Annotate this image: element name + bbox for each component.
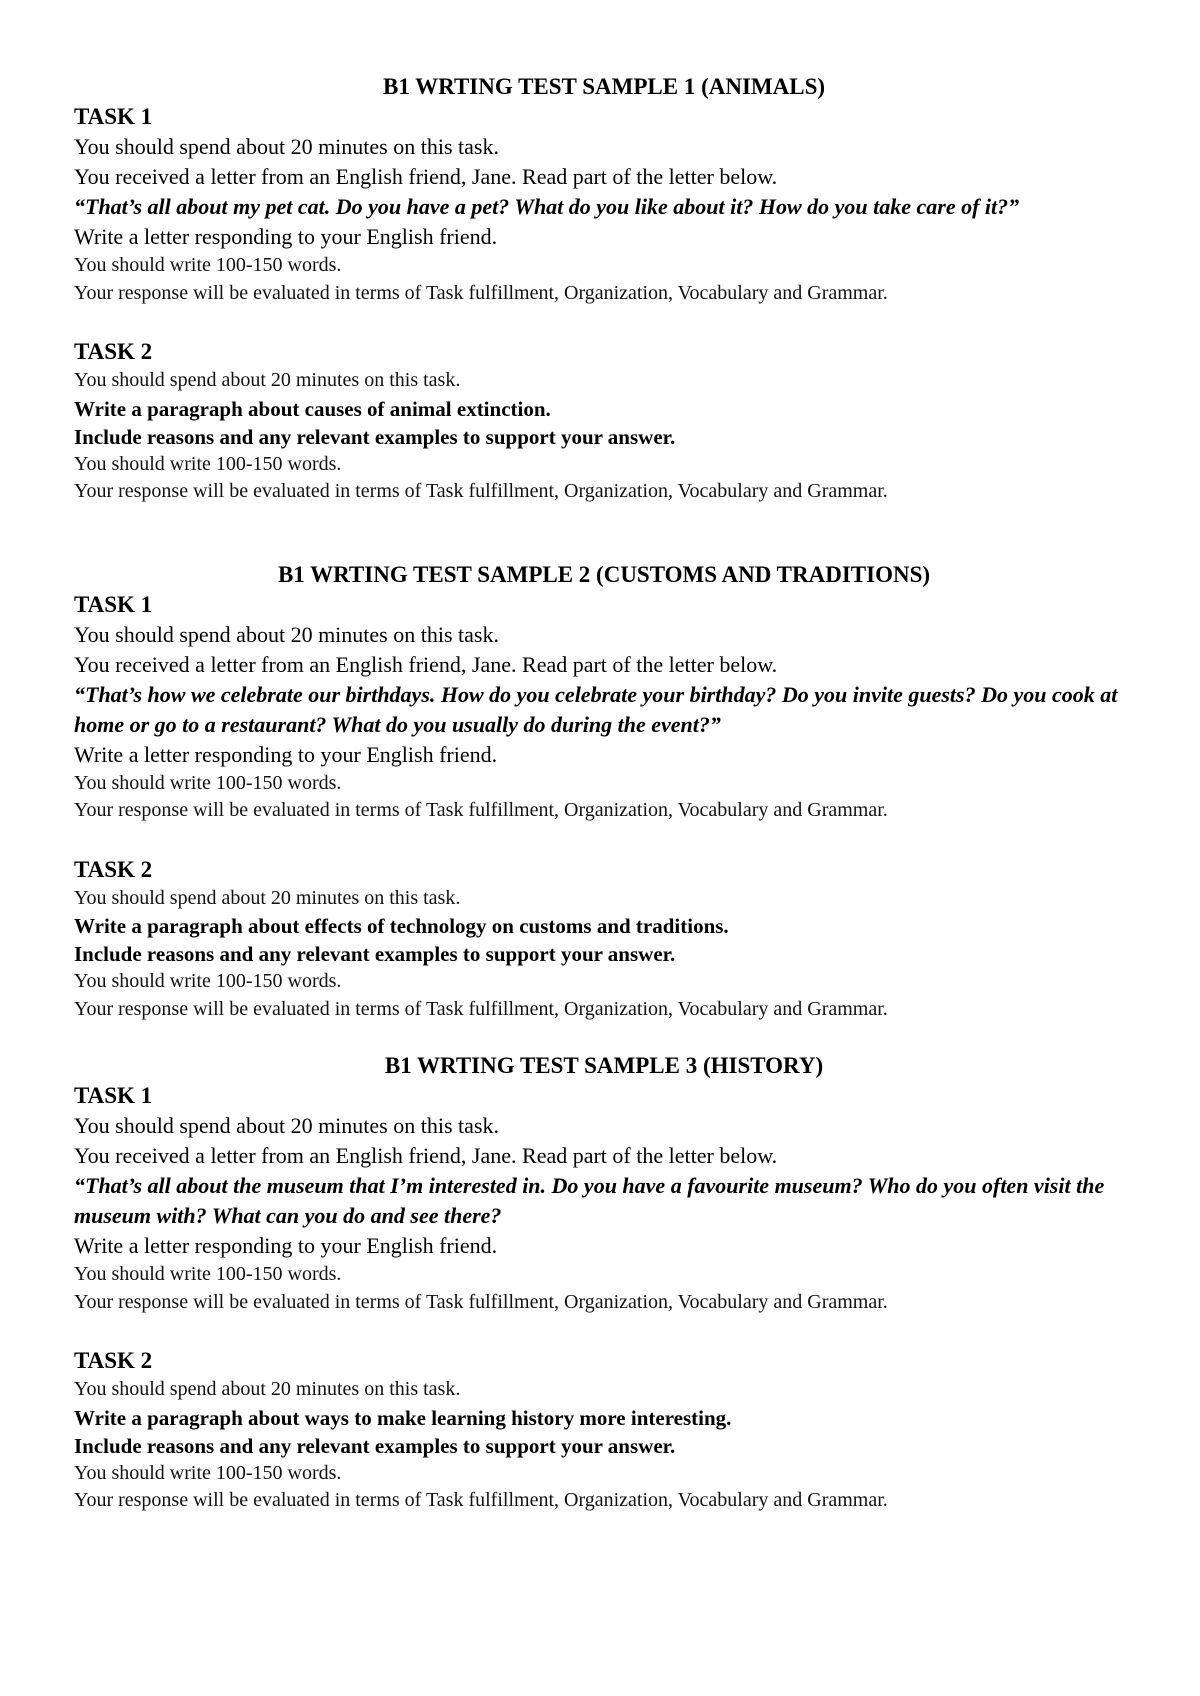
task-1-heading: TASK 1 [74, 104, 153, 129]
evaluation-note: Your response will be evaluated in terms of Task fulfillment, Organization, Vocabulary and Grammar. [74, 799, 888, 821]
task-instruction: Write a letter responding to your English friend. [74, 1233, 498, 1258]
evaluation-note: Your response will be evaluated in terms of Task fulfillment, Organization, Vocabulary and Grammar. [74, 1290, 888, 1313]
task-1-heading: TASK 1 [74, 591, 153, 617]
task-2-heading: TASK 2 [74, 339, 153, 364]
letter-quote: “That’s all about my pet cat. Do you have a pet? What do you like about it? How do you take care of it?” [74, 194, 1020, 219]
task-prompt: Write a paragraph about ways to make learning history more interesting. [74, 1405, 732, 1430]
sample-3 [74, 1051, 1134, 1515]
task-time-note: You should spend about 20 minutes on this task. [74, 1378, 461, 1400]
task-time-note: You should spend about 20 minutes on this task. [74, 621, 499, 647]
word-count-note: You should write 100-150 words. [74, 771, 342, 794]
task-time-note: You should spend about 20 minutes on this task. [74, 369, 461, 391]
sample-title: B1 WRTING TEST SAMPLE 3 (HISTORY) [384, 1053, 824, 1078]
evaluation-note: Your response will be evaluated in terms of Task fulfillment, Organization, Vocabulary and Grammar. [74, 1489, 888, 1511]
task-prompt: Write a paragraph about effects of technology on customs and traditions. [74, 914, 729, 938]
task-time-note: You should spend about 20 minutes on this task. [74, 1113, 499, 1138]
word-count-note: You should write 100-150 words. [74, 1461, 342, 1484]
task-2-heading: TASK 2 [74, 1348, 153, 1373]
word-count-note: You should write 100-150 words. [74, 1263, 342, 1285]
evaluation-note: Your response will be evaluated in terms of Task fulfillment, Organization, Vocabulary and Grammar. [74, 281, 888, 304]
letter-quote: “That’s how we celebrate our birthdays. How do you celebrate your birthday? Do you invite guests? Do you cook at home or go to a restaurant? What do you usually do during the event?” [74, 681, 1118, 737]
sample-title: B1 WRTING TEST SAMPLE 2 (CUSTOMS AND TRADITIONS) [277, 561, 931, 587]
sample-title: B1 WRTING TEST SAMPLE 1 (ANIMALS) [382, 74, 826, 99]
task-time-note: You should spend about 20 minutes on this task. [74, 886, 461, 909]
task-intro: You received a letter from an English friend, Jane. Read part of the letter below. [74, 164, 778, 189]
task-time-note: You should spend about 20 minutes on this task. [74, 134, 499, 159]
word-count-note: You should write 100-150 words. [74, 452, 342, 475]
evaluation-note: Your response will be evaluated in terms of Task fulfillment, Organization, Vocabulary and Grammar. [74, 997, 888, 1020]
task-prompt: Write a paragraph about causes of animal extinction. [74, 396, 551, 421]
task-intro: You received a letter from an English friend, Jane. Read part of the letter below. [74, 651, 778, 677]
task-2-heading: TASK 2 [74, 856, 153, 882]
task-intro: You received a letter from an English friend, Jane. Read part of the letter below. [74, 1143, 778, 1168]
task-instruction: Write a letter responding to your English friend. [74, 741, 498, 767]
task-reasons-note: Include reasons and any relevant examples to support your answer. [74, 424, 676, 449]
task-instruction: Write a letter responding to your English friend. [74, 224, 498, 249]
task-1-heading: TASK 1 [74, 1083, 153, 1108]
word-count-note: You should write 100-150 words. [74, 970, 342, 992]
word-count-note: You should write 100-150 words. [74, 254, 342, 276]
task-reasons-note: Include reasons and any relevant examples to support your answer. [74, 942, 676, 966]
sample-1 [74, 72, 1134, 506]
letter-quote: “That’s all about the museum that I’m interested in. Do you have a favourite museum? Who do you often visit the museum with? What can you do and see there? [74, 1173, 1105, 1228]
sample-2 [74, 560, 1134, 1024]
evaluation-note: Your response will be evaluated in terms of Task fulfillment, Organization, Vocabulary and Grammar. [74, 480, 888, 502]
document-page [74, 72, 1134, 1515]
task-reasons-note: Include reasons and any relevant examples to support your answer. [74, 1433, 676, 1458]
